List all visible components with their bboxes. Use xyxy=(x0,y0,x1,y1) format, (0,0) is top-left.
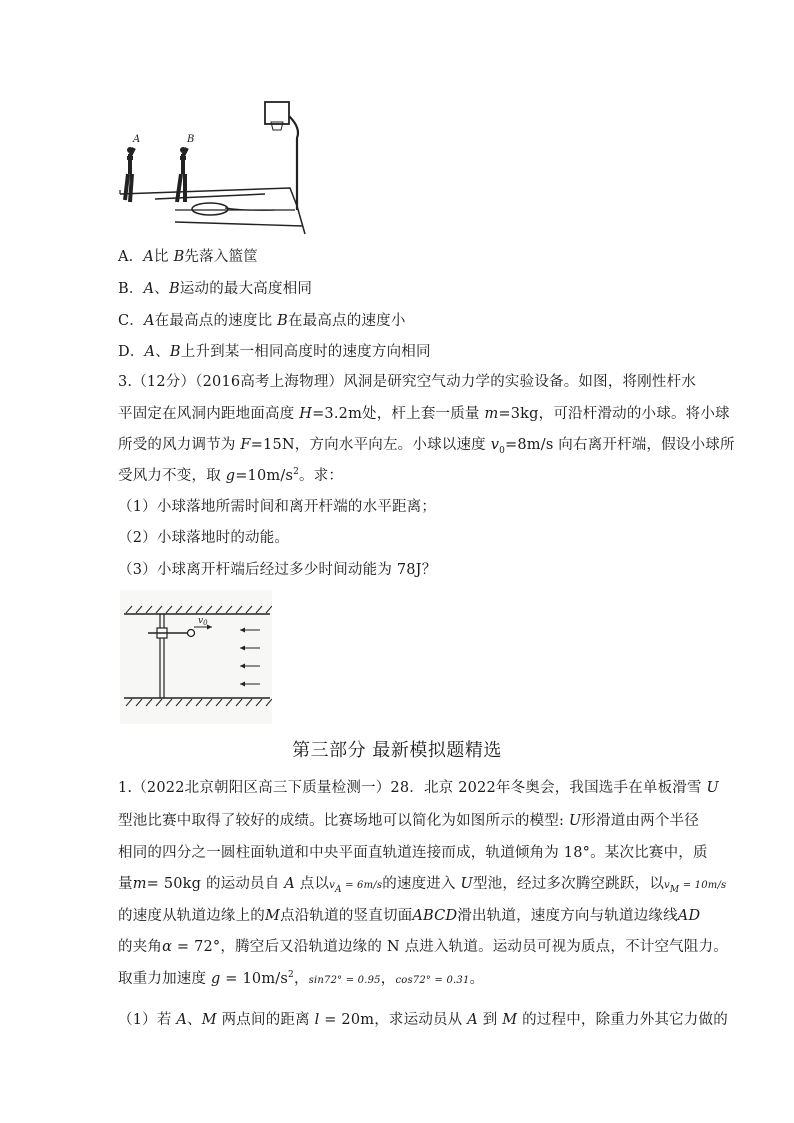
v0-label: $v_0$ xyxy=(198,616,208,627)
p1-line-7: 取重力加速度 $g = 10m/s^2$，sin72° = 0.95，cos72° = 0.31。 xyxy=(118,970,485,987)
q3-line-1: 3.（12分）（2016高考上海物理）风洞是研究空气动力学的实验设备。如图，将刚性杆水 xyxy=(118,374,697,390)
player-b xyxy=(177,147,187,202)
option-a: A．A比 B先落入篮筐 xyxy=(118,249,258,265)
basketball-figure xyxy=(115,98,315,236)
q3-sub-1: （1）小球落地所需时间和离开杆端的水平距离； xyxy=(118,499,437,515)
wind-tunnel-figure xyxy=(120,590,272,724)
p1-line-2: 型池比赛中取得了较好的成绩。比赛场地可以简化为如图所示的模型: U形滑道由两个半径 xyxy=(118,813,699,829)
label-a: A xyxy=(133,134,141,145)
q3-sub-3: （3）小球离开杆端后经过多少时间动能为 78J？ xyxy=(118,562,437,578)
p1-line-3: 相同的四分之一圆柱面轨道和中央平面直轨道连接而成，轨道倾角为 18°。某次比赛中，质 xyxy=(118,845,708,861)
p1-line-6: 的夹角α = 72°，腾空后又沿轨道边缘的 N 点进入轨道。运动员可视为质点，不计空气阻力。 xyxy=(118,939,728,955)
q3-line-4: 受风力不变，取 $g=10m/s^2$。求： xyxy=(118,467,344,484)
p1-line-1: 1.（2022北京朝阳区高三下质量检测一）28．北京 2022年冬奥会，我国选手在单板滑雪 U xyxy=(118,780,719,796)
option-b: B．A、B运动的最大高度相同 xyxy=(118,281,313,297)
q3-sub-2: （2）小球落地时的动能。 xyxy=(118,530,290,546)
option-d: D．A、B上升到某一相同高度时的速度方向相同 xyxy=(118,344,431,360)
p1-sub-1: （1）若 A、M 两点间的距离 l = 20m，求运动员从 A 到 M 的过程中，除重力外其它力做的 xyxy=(118,1012,728,1028)
q3-line-3: 所受的风力调节为 F=15N，方向水平向左。小球以速度 $v_0=8m/s$ 向右离开杆端，假设小球所 xyxy=(118,437,735,456)
option-c: C．A在最高点的速度比 B在最高点的速度小 xyxy=(118,313,406,329)
label-b: B xyxy=(187,134,195,145)
q3-line-2: 平固定在风洞内距地面高度 H=3.2m处，杆上套一质量 m=3kg，可沿杆滑动的小球。将小球 xyxy=(118,406,730,422)
p1-line-5: 的速度从轨道边缘上的M点沿轨道的竖直切面ABCD滑出轨道，速度方向与轨道边缘线AD xyxy=(118,908,701,924)
section-title: 第三部分 最新模拟题精选 xyxy=(292,740,502,761)
p1-line-4: 量m= 50kg 的运动员自 A 点以$v_A = 6m/s$的速度进入 U型池，经过多次腾空跳跃，以$v_M = 10m/s$ xyxy=(118,876,727,895)
